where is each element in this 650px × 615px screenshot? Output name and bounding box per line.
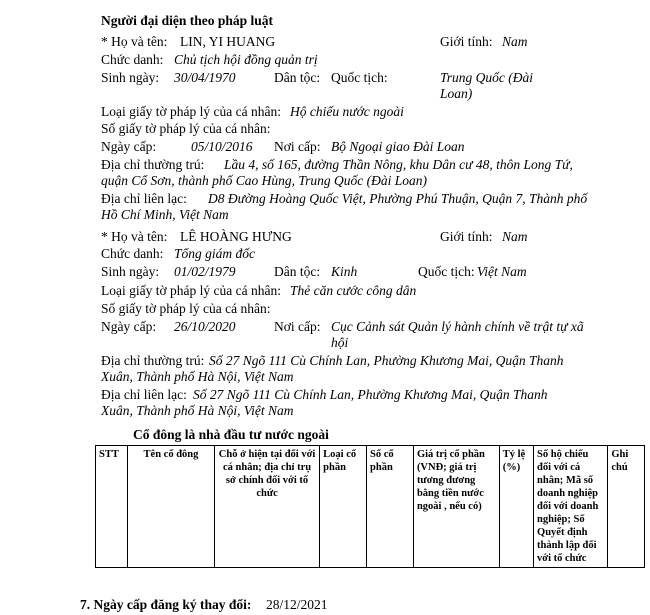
column-header-shareholder-name: Tên cổ đông	[128, 446, 215, 568]
contact-address-label: Địa chỉ liên lạc:	[101, 191, 187, 206]
contact-address-line1: D8 Đường Hoàng Quốc Việt, Phường Phú Thuận, Quận 7, Thành phố	[208, 191, 588, 206]
ethnicity-label: Dân tộc:	[274, 264, 321, 279]
gender-label: Giới tính:	[440, 34, 493, 49]
permanent-address-line1: Lầu 4, số 165, đường Thần Nông, khu Dân cư 48, thôn Long Tứ,	[224, 157, 573, 172]
person-name: LÊ HOÀNG HƯNG	[180, 229, 292, 244]
title-label: Chức danh:	[101, 246, 164, 261]
issuer-label: Nơi cấp:	[274, 139, 321, 154]
column-header-stt: STT	[96, 446, 128, 568]
issuer-value-line1: Cục Cảnh sát Quản lý hành chính về trật tự xã	[331, 319, 584, 334]
issue-date-label: Ngày cấp:	[101, 319, 157, 334]
permanent-address-line2: quận Cổ Sơn, thành phố Cao Hùng, Trung Quốc (Đài Loan)	[101, 173, 427, 188]
gender-value: Nam	[502, 229, 528, 244]
nationality-label: Quốc tịch:	[331, 70, 388, 85]
doc-type-value: Hộ chiếu nước ngoài	[290, 104, 404, 119]
dob-value: 01/02/1979	[174, 264, 236, 279]
column-header-notes: Ghi chú	[608, 446, 645, 568]
contact-address-label: Địa chỉ liên lạc:	[101, 387, 187, 402]
issue-date-label: Ngày cấp:	[101, 139, 157, 154]
issuer-value: Bộ Ngoại giao Đài Loan	[331, 139, 465, 154]
gender-label: Giới tính:	[440, 229, 493, 244]
nationality-label: Quốc tịch:	[418, 264, 475, 279]
doc-type-value: Thẻ căn cước công dân	[290, 283, 417, 298]
issue-date-value: 26/10/2020	[174, 319, 236, 334]
permanent-address-label: Địa chỉ thường trú:	[101, 157, 205, 172]
nationality-value-line1: Trung Quốc (Đài	[440, 70, 534, 85]
column-header-id-number: Số hộ chiếu đối với cá nhân; Mã số doanh nghiệp đối với doanh nghiệp; Số Quyết định thành lập đối với tổ chức	[534, 446, 608, 568]
person-name: LIN, YI HUANG	[180, 34, 276, 49]
name-label: * Họ và tên:	[101, 34, 168, 49]
section-7-date: 28/12/2021	[266, 597, 328, 612]
ethnicity-value: Kinh	[331, 264, 358, 279]
title-value: Chủ tịch hội đồng quản trị	[174, 52, 318, 67]
column-header-address: Chỗ ở hiện tại đối với cá nhân; địa chỉ trụ sở chính đối với tổ chức	[214, 446, 319, 568]
issuer-value-line2: hội	[331, 335, 349, 350]
nationality-value: Việt Nam	[477, 264, 527, 279]
shareholders-table	[95, 445, 645, 568]
contact-address-line2: Xuân, Thành phố Hà Nội, Việt Nam	[101, 403, 294, 418]
shareholders-heading: Cổ đông là nhà đầu tư nước ngoài	[133, 427, 329, 442]
ethnicity-label: Dân tộc:	[274, 70, 321, 85]
column-header-ratio: Tỷ lệ (%)	[499, 446, 533, 568]
column-header-share-count: Số cổ phần	[367, 446, 414, 568]
issue-date-value: 05/10/2016	[191, 139, 253, 154]
legal-rep-heading: Người đại diện theo pháp luật	[101, 13, 273, 28]
gender-value: Nam	[502, 34, 528, 49]
doc-number-label: Số giấy tờ pháp lý của cá nhân:	[101, 121, 271, 136]
issuer-label: Nơi cấp:	[274, 319, 321, 334]
column-header-share-value: Giá trị cổ phần (VNĐ; giá trị tương đương bằng tiền nước ngoài , nếu có)	[413, 446, 499, 568]
contact-address-line1: Số 27 Ngõ 111 Cù Chính Lan, Phường Khương Mai, Quận Thanh	[193, 387, 548, 402]
section-7-label: 7. Ngày cấp đăng ký thay đổi:	[80, 597, 252, 612]
dob-label: Sinh ngày:	[101, 264, 160, 279]
permanent-address-line2: Xuân, Thành phố Hà Nội, Việt Nam	[101, 369, 294, 384]
permanent-address-line1: Số 27 Ngõ 111 Cù Chính Lan, Phường Khương Mai, Quận Thanh	[209, 353, 564, 368]
column-header-share-type: Loại cổ phần	[320, 446, 367, 568]
permanent-address-label: Địa chỉ thường trú:	[101, 353, 205, 368]
contact-address-line2: Hồ Chí Minh, Việt Nam	[101, 207, 229, 222]
doc-type-label: Loại giấy tờ pháp lý của cá nhân:	[101, 104, 281, 119]
doc-type-label: Loại giấy tờ pháp lý của cá nhân:	[101, 283, 281, 298]
dob-label: Sinh ngày:	[101, 70, 160, 85]
title-value: Tổng giám đốc	[174, 246, 255, 261]
title-label: Chức danh:	[101, 52, 164, 67]
dob-value: 30/04/1970	[174, 70, 236, 85]
table-header-row	[96, 446, 645, 568]
nationality-value-line2: Loan)	[440, 86, 473, 101]
name-label: * Họ và tên:	[101, 229, 168, 244]
doc-number-label: Số giấy tờ pháp lý của cá nhân:	[101, 301, 271, 316]
